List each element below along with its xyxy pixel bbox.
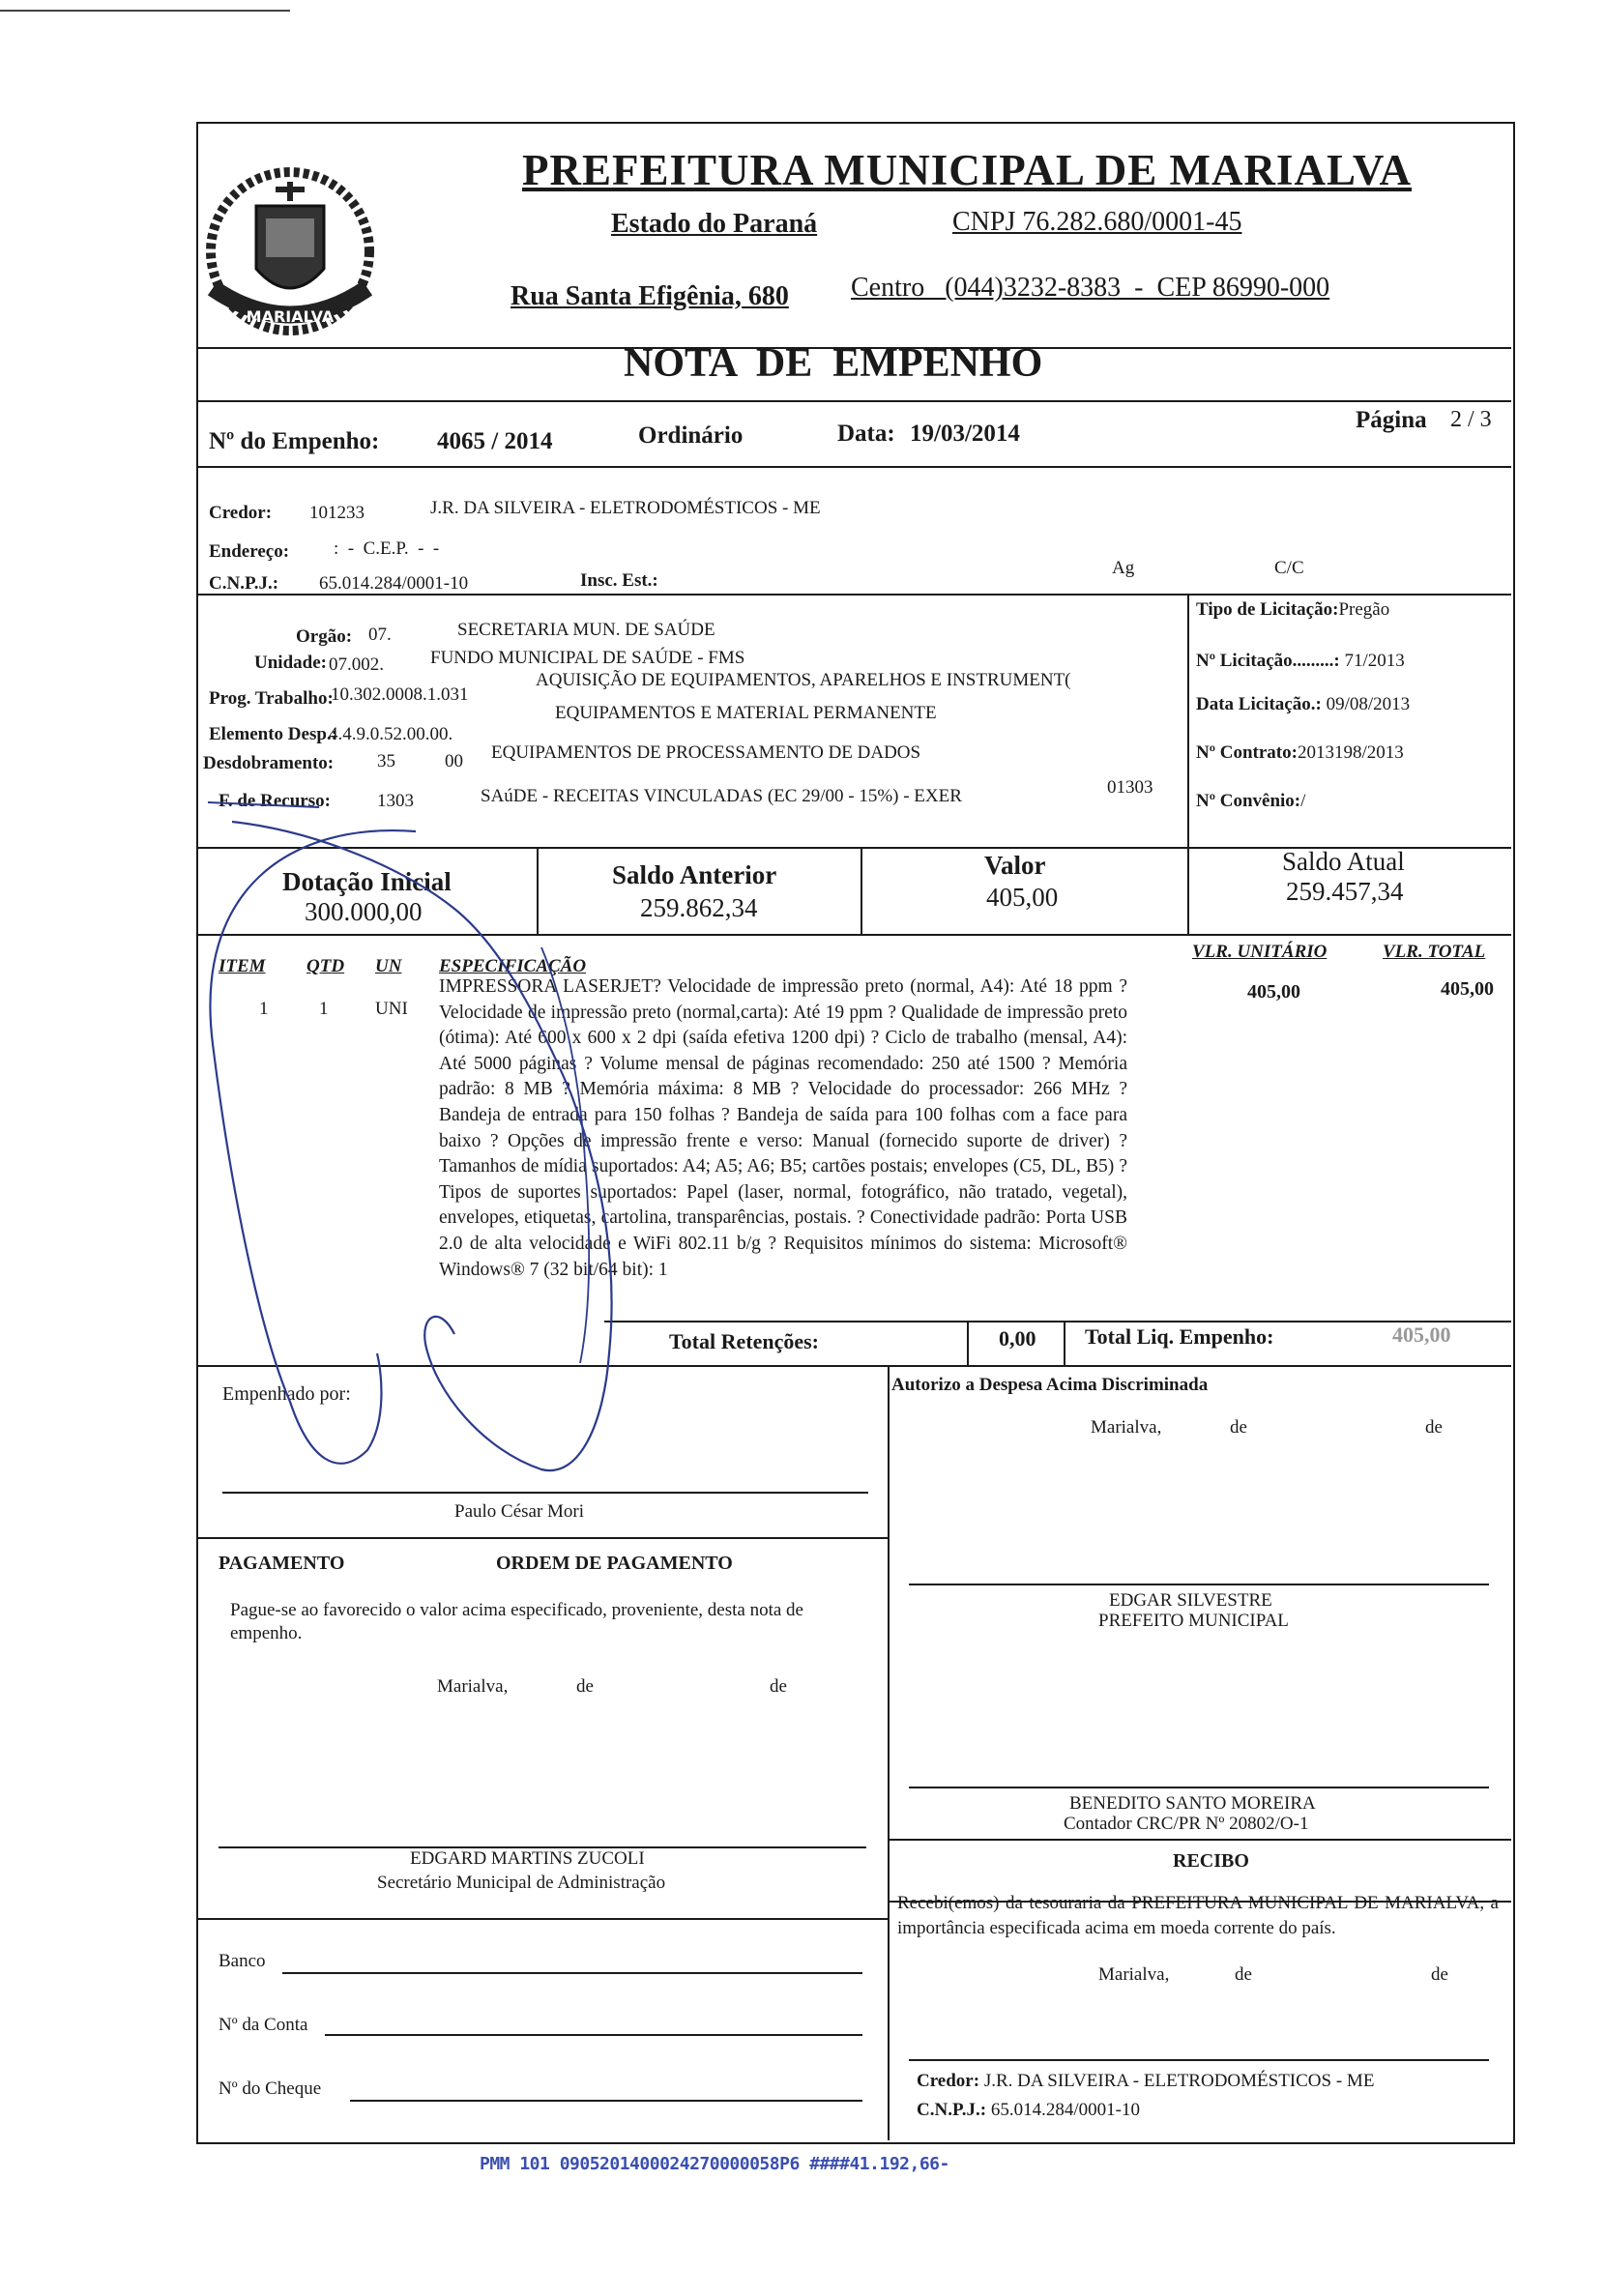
retencoes-label: Total Retenções: [669,1329,819,1353]
retencoes-value: 0,00 [999,1326,1036,1351]
coat-of-arms-icon [198,162,382,346]
orgao-label: Orgão: [296,626,353,647]
elemento-code: 4.4.9.0.52.00.00. [329,724,453,744]
autorizo-place: Marialva, [1091,1417,1162,1438]
autorizo-de1: de [1230,1417,1247,1438]
dotacao-label: Dotação Inicial [282,867,452,896]
credor-name: J.R. DA SILVEIRA - ELETRODOMÉSTICOS - ME [430,498,821,518]
totals-top-line [604,1321,1511,1322]
empenho-number-label: Nº do Empenho: [209,428,380,454]
elemento-name: EQUIPAMENTOS E MATERIAL PERMANENTE [555,703,937,723]
licitacao-tipo [1196,599,1389,621]
valor-label: Valor [984,851,1046,880]
col-vlr-total-header: VLR. TOTAL [1383,942,1486,962]
coat-of-arms [198,162,382,346]
credor-label: Credor: [209,503,273,523]
ordem-pagamento-label: ORDEM DE PAGAMENTO [496,1553,733,1574]
recibo-de1: de [1235,1964,1252,1985]
recibo-place: Marialva, [1098,1964,1170,1985]
cnpj-label: C.N.P.J.: [209,573,279,594]
cc-label: C/C [1274,558,1304,578]
page-number: 2 / 3 [1450,407,1492,432]
unidade-label: Unidade: [254,653,327,673]
recurso-label: F. de Recurso: [219,791,331,811]
licitacao-data-value: 09/08/2013 [1326,694,1411,714]
municipality-title: PREFEITURA MUNICIPAL DE MARIALVA [522,146,1413,194]
empenho-divider [196,466,1511,468]
state-name: Estado do Paraná [611,209,818,239]
autorizo-de2: de [1425,1417,1443,1438]
recibo-label: RECIBO [1173,1850,1249,1872]
recibo-text: Recebi(emos) da tesouraria da PREFEITURA MUNICIPAL DE MARIALVA, a importância especificada acima em moeda corrente do país. [897,1893,1499,1938]
pagamento-label: PAGAMENTO [219,1553,345,1574]
cheque-line [350,2100,862,2102]
licitacao-convenio [1196,791,1305,812]
credor-code: 101233 [309,503,365,523]
item-number: 1 [259,999,269,1019]
recibo-credor [917,2071,1374,2092]
secretario-role: Secretário Municipal de Administração [377,1873,666,1893]
recibo-cnpj-label: C.N.P.J.: [917,2100,987,2120]
conta-label: Nº da Conta [219,2015,308,2035]
item-un: UNI [375,999,408,1019]
item-vlr-unit: 405,00 [1247,981,1300,1003]
recurso-code2: 01303 [1107,777,1153,798]
contador-name: BENEDITO SANTO MOREIRA [1069,1793,1316,1814]
cnpj-header: CNPJ 76.282.680/0001-45 [952,207,1242,237]
contador-role: Contador CRC/PR Nº 20802/O-1 [1064,1814,1309,1834]
licitacao-data-label: Data Licitação.: [1196,694,1322,714]
credor-divider [196,594,1511,596]
saldo-atual-label: Saldo Atual [1282,847,1405,876]
col-qtd-header: QTD [306,956,345,976]
secretario-name: EDGARD MARTINS ZUCOLI [410,1848,645,1869]
contador-signature-line [909,1787,1489,1788]
totals-bottom-line [196,1365,1511,1367]
item-vlr-total: 405,00 [1441,978,1494,1000]
elemento-label: Elemento Desp.: [209,724,337,744]
banco-line [282,1972,862,1974]
empenhado-signer: Paulo César Mori [454,1501,585,1522]
saldo-anterior-label: Saldo Anterior [612,860,777,889]
pagamento-de1: de [576,1676,594,1697]
page-label: Página [1356,407,1427,433]
lower-column-divider [888,1365,890,2140]
secretario-bottom-line [196,1918,888,1920]
empenho-number: 4065 / 2014 [437,428,553,454]
col-item-header: ITEM [219,956,266,976]
prefeito-signature-line [909,1584,1489,1585]
col-vlr-unit-header: VLR. UNITÁRIO [1192,942,1328,962]
licitacao-numero-label: Nº Licitação.........: [1196,651,1340,671]
empenho-date: 19/03/2014 [910,421,1020,447]
document-title: NOTA DE EMPENHO [624,341,1043,386]
licitacao-contrato [1196,742,1404,764]
licitacao-column-divider [1187,594,1189,847]
dotacao-value: 300.000,00 [305,897,423,926]
empenhado-label: Empenhado por: [222,1383,351,1405]
recibo-credor-label: Credor: [917,2071,980,2091]
valor-value: 405,00 [986,883,1059,912]
pagamento-text: Pague-se ao favorecido o valor acima especificado, proveniente, desta nota de empenho. [230,1600,803,1643]
empenhado-signature-line [222,1492,868,1494]
col-spec-header: ESPECIFICAÇÃO [439,956,587,976]
unidade-code: 07.002. [329,654,384,675]
prog-trabalho-label: Prog. Trabalho: [209,688,334,709]
orgao-name: SECRETARIA MUN. DE SAÚDE [457,620,715,640]
desdobramento-name: EQUIPAMENTOS DE PROCESSAMENTO DE DADOS [491,742,921,763]
street-address: Rua Santa Efigênia, 680 [511,281,789,311]
contador-bottom-line [888,1839,1511,1841]
licitacao-tipo-label: Tipo de Licitação: [1196,599,1339,620]
totals-divider-2 [1064,1321,1065,1365]
licitacao-convenio-value: / [1300,791,1306,811]
district-phone-cep: Centro (044)3232-8383 - CEP 86990-000 [851,273,1330,303]
licitacao-convenio-label: Nº Convênio: [1196,791,1301,811]
desdobramento-code1: 35 [377,751,395,771]
licitacao-contrato-label: Nº Contrato: [1196,742,1298,763]
endereco-value: : - C.E.P. - - [334,538,440,559]
liq-empenho-value: 405,00 [1392,1322,1451,1347]
saldo-anterior-value: 259.862,34 [640,893,758,922]
saldo-divider-2 [861,847,862,934]
licitacao-numero-value: 71/2013 [1344,651,1405,671]
saldos-divider [196,934,1511,936]
prefeito-name: EDGAR SILVESTRE [1109,1590,1272,1611]
cnpj-value: 65.014.284/0001-10 [319,573,469,594]
licitacao-contrato-value: 2013198/2013 [1297,742,1404,763]
saldo-atual-value: 259.457,34 [1286,877,1404,906]
item-qtd: 1 [319,999,329,1019]
pagamento-place: Marialva, [437,1676,509,1697]
saldo-divider-1 [537,847,539,934]
pagamento-de2: de [770,1676,787,1697]
orgao-code: 07. [368,625,392,645]
endereco-label: Endereço: [209,541,290,562]
conta-line [325,2034,862,2036]
col-un-header: UN [375,956,402,976]
ag-label: Ag [1112,558,1135,578]
recibo-cnpj-value: 65.014.284/0001-10 [990,2100,1140,2120]
prog-trabalho-name: AQUISIÇÃO DE EQUIPAMENTOS, APARELHOS E INSTRUMENT( [536,670,1071,690]
recurso-code: 1303 [377,791,414,811]
empenhado-bottom-line [196,1537,888,1539]
empenho-date-label: Data: [837,421,895,447]
licitacao-data [1196,694,1410,715]
liq-empenho-label: Total Liq. Empenho: [1085,1324,1274,1349]
recibo-credor-value: J.R. DA SILVEIRA - ELETRODOMÉSTICOS - ME [983,2071,1375,2091]
empenho-type: Ordinário [638,422,744,449]
footer-stamp: PMM 101 0905201400024270000058P6 ####41.192,66- [480,2154,949,2174]
totals-divider-1 [967,1321,969,1365]
desdobramento-label: Desdobramento: [203,753,335,773]
recibo-de2: de [1431,1964,1448,1985]
recibo-cnpj [917,2100,1140,2121]
insc-est-label: Insc. Est.: [580,570,658,591]
licitacao-numero [1196,651,1405,672]
coat-of-arms-text: MARIALVA [246,307,335,326]
banco-label: Banco [219,1951,266,1971]
top-scan-line [0,10,290,12]
unidade-name: FUNDO MUNICIPAL DE SAÚDE - FMS [430,648,745,668]
licitacao-tipo-value: Pregão [1338,599,1390,620]
cheque-label: Nº do Cheque [219,2078,322,2099]
saldo-divider-3 [1187,847,1189,934]
desdobramento-code2: 00 [445,751,463,771]
autorizo-label: Autorizo a Despesa Acima Discriminada [891,1375,1209,1395]
title-divider [196,400,1511,402]
prefeito-role: PREFEITO MUNICIPAL [1098,1611,1289,1631]
recibo-signature-line [909,2059,1489,2061]
item-specification: IMPRESSORA LASERJET? Velocidade de impressão preto (normal, A4): Até 18 ppm ? Velocidade de impressão preto (normal,carta): Até 19 ppm ? Qualidade de impressão preto (ótima): Até 600 x 600 x 2 dpi (saída efetiva 1200 dpi) ? Ciclo de trabalho (mensal, A4): Até 5000 páginas ? Volume mensal de páginas recomendado: 250 até 1500 ? Memória padrão: 8 MB ? Memória máxima: 8 MB ? Velocidade do processador: 266 MHz ? Bandeja de entrada para 150 folhas ? Bandeja de saída para 100 folhas com a face para baixo ? Opções de impressão frente e verso: Manual (fornecido suporte de driver) ? Tamanhos de mídia suportados: A4; A5; A6; B5; cartões postais; envelopes (C5, DL, B5) ? Tipos de suportes suportados: Papel (laser, normal, fotográfico, não tratado, vegetal), envelopes, etiquetas, cartolina, transparências, postais. ? Conectividade padrão: Porta USB 2.0 de alta velocidade e WiFi 802.11 b/g ? Requisitos mínimos do sistema: Microsoft® Windows® 7 (32 bit/64 bit): 1 [439,976,1127,1280]
recurso-name: SAúDE - RECEITAS VINCULADAS (EC 29/00 - 15%) - EXER [481,786,962,806]
prog-trabalho-code: 10.302.0008.1.031 [331,684,469,705]
